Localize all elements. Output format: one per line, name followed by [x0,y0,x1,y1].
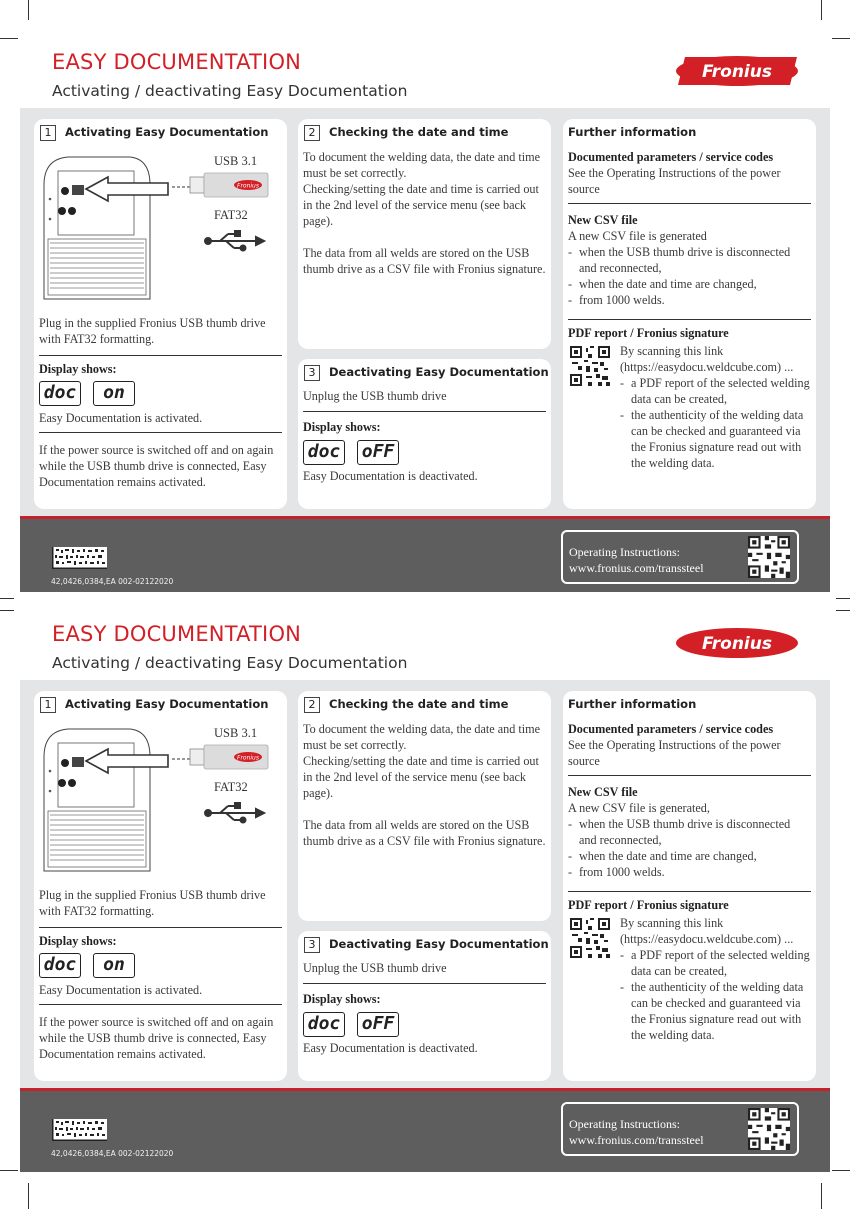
header [20,592,830,690]
fronius-logo [675,54,800,88]
crop-mark [0,38,18,39]
operating-instructions-box [561,1102,799,1156]
note-text: If the power source is switched off and on again while the USB thumb drive is connected, Easy Documentation remains activated. [39,443,274,489]
date-text-3: The data from all welds are stored on the USB thumb drive as a CSV file with Fronius signature. [303,818,546,848]
logo-text: Fronius [702,634,772,654]
oi-link[interactable]: www.fronius.com/transsteel [569,561,704,575]
pdf-list [620,375,815,471]
date-text-2: Checking/setting the date and time is carried out in the 2nd level of the service menu (see back page). [303,754,539,800]
card-title: Deactivating Easy Documentation [329,937,549,951]
csv-title: New CSV file [568,213,638,227]
crop-mark [0,1170,18,1171]
csv-list [568,816,808,880]
divider [568,891,811,892]
csv-list [568,244,808,308]
card-activating [34,691,287,1081]
datamatrix-code-icon [52,1119,107,1141]
pdf-list [620,947,815,1043]
card-deactivating [298,931,551,1081]
crop-mark [832,1170,850,1171]
content-panel [20,680,830,1088]
oi-link[interactable]: www.fronius.com/transsteel [569,1133,704,1147]
display-segment-left: doc [39,953,81,978]
pdf-title: PDF report / Fronius signature [568,326,729,340]
date-text-2: Checking/setting the date and time is carried out in the 2nd level of the service menu (see back page). [303,182,539,228]
instruction-text: Plug in the supplied Fronius USB thumb drive with FAT32 formatting. [39,888,266,918]
crop-mark [836,610,850,611]
card-title: Further information [568,125,697,139]
display-segment-left: doc [39,381,81,406]
svg-text:FAT32: FAT32 [214,780,248,794]
status-text: Easy Documentation is deactivated. [303,469,478,483]
card-further-info [563,691,816,1081]
display-segment-right: on [93,953,135,978]
divider [568,203,811,204]
crop-mark [832,38,850,39]
divider [39,927,282,928]
pdf-title: PDF report / Fronius signature [568,898,729,912]
divider [39,432,282,433]
divider [303,411,546,412]
status-text: Easy Documentation is activated. [39,411,203,425]
pdf-intro: By scanning this link (https://easydocu.weldcube.com) ... [620,916,794,946]
oi-label: Operating Instructions: www.fronius.com/transsteel [569,545,704,575]
qr-code-icon [570,346,610,386]
card-title: Deactivating Easy Documentation [329,365,549,379]
crop-mark [28,1183,29,1209]
sheet-bottom [20,592,830,1172]
divider [39,1004,282,1005]
step-number: 3 [304,937,320,953]
date-text-1: To document the welding data, the date and time must be set correctly. [303,722,541,752]
card-title: Checking the date and time [329,697,509,711]
list-item: - a PDF report of the selected welding data can be created, [620,375,815,407]
qr-code-icon [748,1108,790,1150]
list-item: - the authenticity of the welding data can be checked and guaranteed via the Fronius signature read out with the welding data. [620,407,815,471]
unplug-text: Unplug the USB thumb drive [303,961,447,975]
params-text: See the Operating Instructions of the power source [568,738,781,768]
status-text: Easy Documentation is deactivated. [303,1041,478,1055]
svg-text:USB 3.1: USB 3.1 [214,726,258,740]
crop-mark [821,1183,822,1209]
display-label: Display shows: [303,420,381,434]
list-item: - from 1000 welds. [568,292,808,308]
params-title: Documented parameters / service codes [568,722,774,736]
svg-text:USB 3.1: USB 3.1 [214,154,258,168]
note-text: If the power source is switched off and on again while the USB thumb drive is connected, Easy Documentation remains activated. [39,1015,274,1061]
divider [303,983,546,984]
csv-intro: A new CSV file is generated, [568,801,710,815]
footer [20,1088,830,1172]
list-item: - the authenticity of the welding data can be checked and guaranteed via the Fronius signature read out with the welding data. [620,979,815,1043]
card-activating [34,119,287,509]
list-item: - when the date and time are changed, [568,276,808,292]
params-text: See the Operating Instructions of the power source [568,166,781,196]
card-deactivating [298,359,551,509]
power-source-illustration [38,149,278,305]
qr-code-icon [570,918,610,958]
document-code: 42,0426,0384,EA 002-02122020 [51,1149,174,1158]
list-item: - when the date and time are changed, [568,848,808,864]
display-readout [39,381,147,407]
divider [568,319,811,320]
usb-icon [205,803,264,823]
params-title: Documented parameters / service codes [568,150,774,164]
list-item: - when the USB thumb drive is disconnected and reconnected, [568,816,808,848]
step-number: 2 [304,697,320,713]
display-readout [303,440,411,466]
csv-title: New CSV file [568,785,638,799]
display-label: Display shows: [303,992,381,1006]
list-item: - from 1000 welds. [568,864,808,880]
document-code: 42,0426,0384,EA 002-02122020 [51,577,174,586]
step-number: 1 [40,697,56,713]
page-title: EASY DOCUMENTATION [52,50,302,74]
crop-mark [0,598,14,599]
card-title: Checking the date and time [329,125,509,139]
logo-text: Fronius [702,62,772,82]
display-segment-left: doc [303,1012,345,1037]
page-subtitle: Activating / deactivating Easy Documentation [52,82,408,100]
fronius-logo [675,626,800,660]
card-title: Activating Easy Documentation [65,125,269,139]
svg-text:Fronius: Fronius [237,182,259,190]
date-text-1: To document the welding data, the date and time must be set correctly. [303,150,541,180]
display-readout [39,953,147,979]
list-item: - a PDF report of the selected welding data can be created, [620,947,815,979]
unplug-text: Unplug the USB thumb drive [303,389,447,403]
svg-text:Fronius: Fronius [237,754,259,762]
operating-instructions-box [561,530,799,584]
card-further-info [563,119,816,509]
step-number: 2 [304,125,320,141]
date-text-3: The data from all welds are stored on the USB thumb drive as a CSV file with Fronius signature. [303,246,546,276]
divider [39,355,282,356]
qr-code-icon [748,536,790,578]
datamatrix-code-icon [52,547,107,569]
divider [568,775,811,776]
content-panel [20,108,830,516]
step-number: 1 [40,125,56,141]
usb-icon [205,231,264,251]
crop-mark [0,610,14,611]
oi-label: Operating Instructions: www.fronius.com/transsteel [569,1117,704,1147]
card-title: Activating Easy Documentation [65,697,269,711]
header [20,20,830,118]
card-date-time [298,691,551,921]
display-segment-right: oFF [357,440,399,465]
display-label: Display shows: [39,934,117,948]
page-subtitle: Activating / deactivating Easy Documentation [52,654,408,672]
display-label: Display shows: [39,362,117,376]
card-date-time [298,119,551,349]
page-title: EASY DOCUMENTATION [52,622,302,646]
instruction-text: Plug in the supplied Fronius USB thumb drive with FAT32 formatting. [39,316,266,346]
card-title: Further information [568,697,697,711]
display-segment-right: on [93,381,135,406]
footer [20,516,830,600]
display-segment-right: oFF [357,1012,399,1037]
power-source-illustration [38,721,278,877]
display-segment-left: doc [303,440,345,465]
step-number: 3 [304,365,320,381]
list-item: - when the USB thumb drive is disconnected and reconnected, [568,244,808,276]
svg-text:FAT32: FAT32 [214,208,248,222]
sheet-top [20,20,830,600]
display-readout [303,1012,411,1038]
csv-intro: A new CSV file is generated [568,229,707,243]
crop-mark [836,598,850,599]
status-text: Easy Documentation is activated. [39,983,203,997]
pdf-intro: By scanning this link (https://easydocu.weldcube.com) ... [620,344,794,374]
